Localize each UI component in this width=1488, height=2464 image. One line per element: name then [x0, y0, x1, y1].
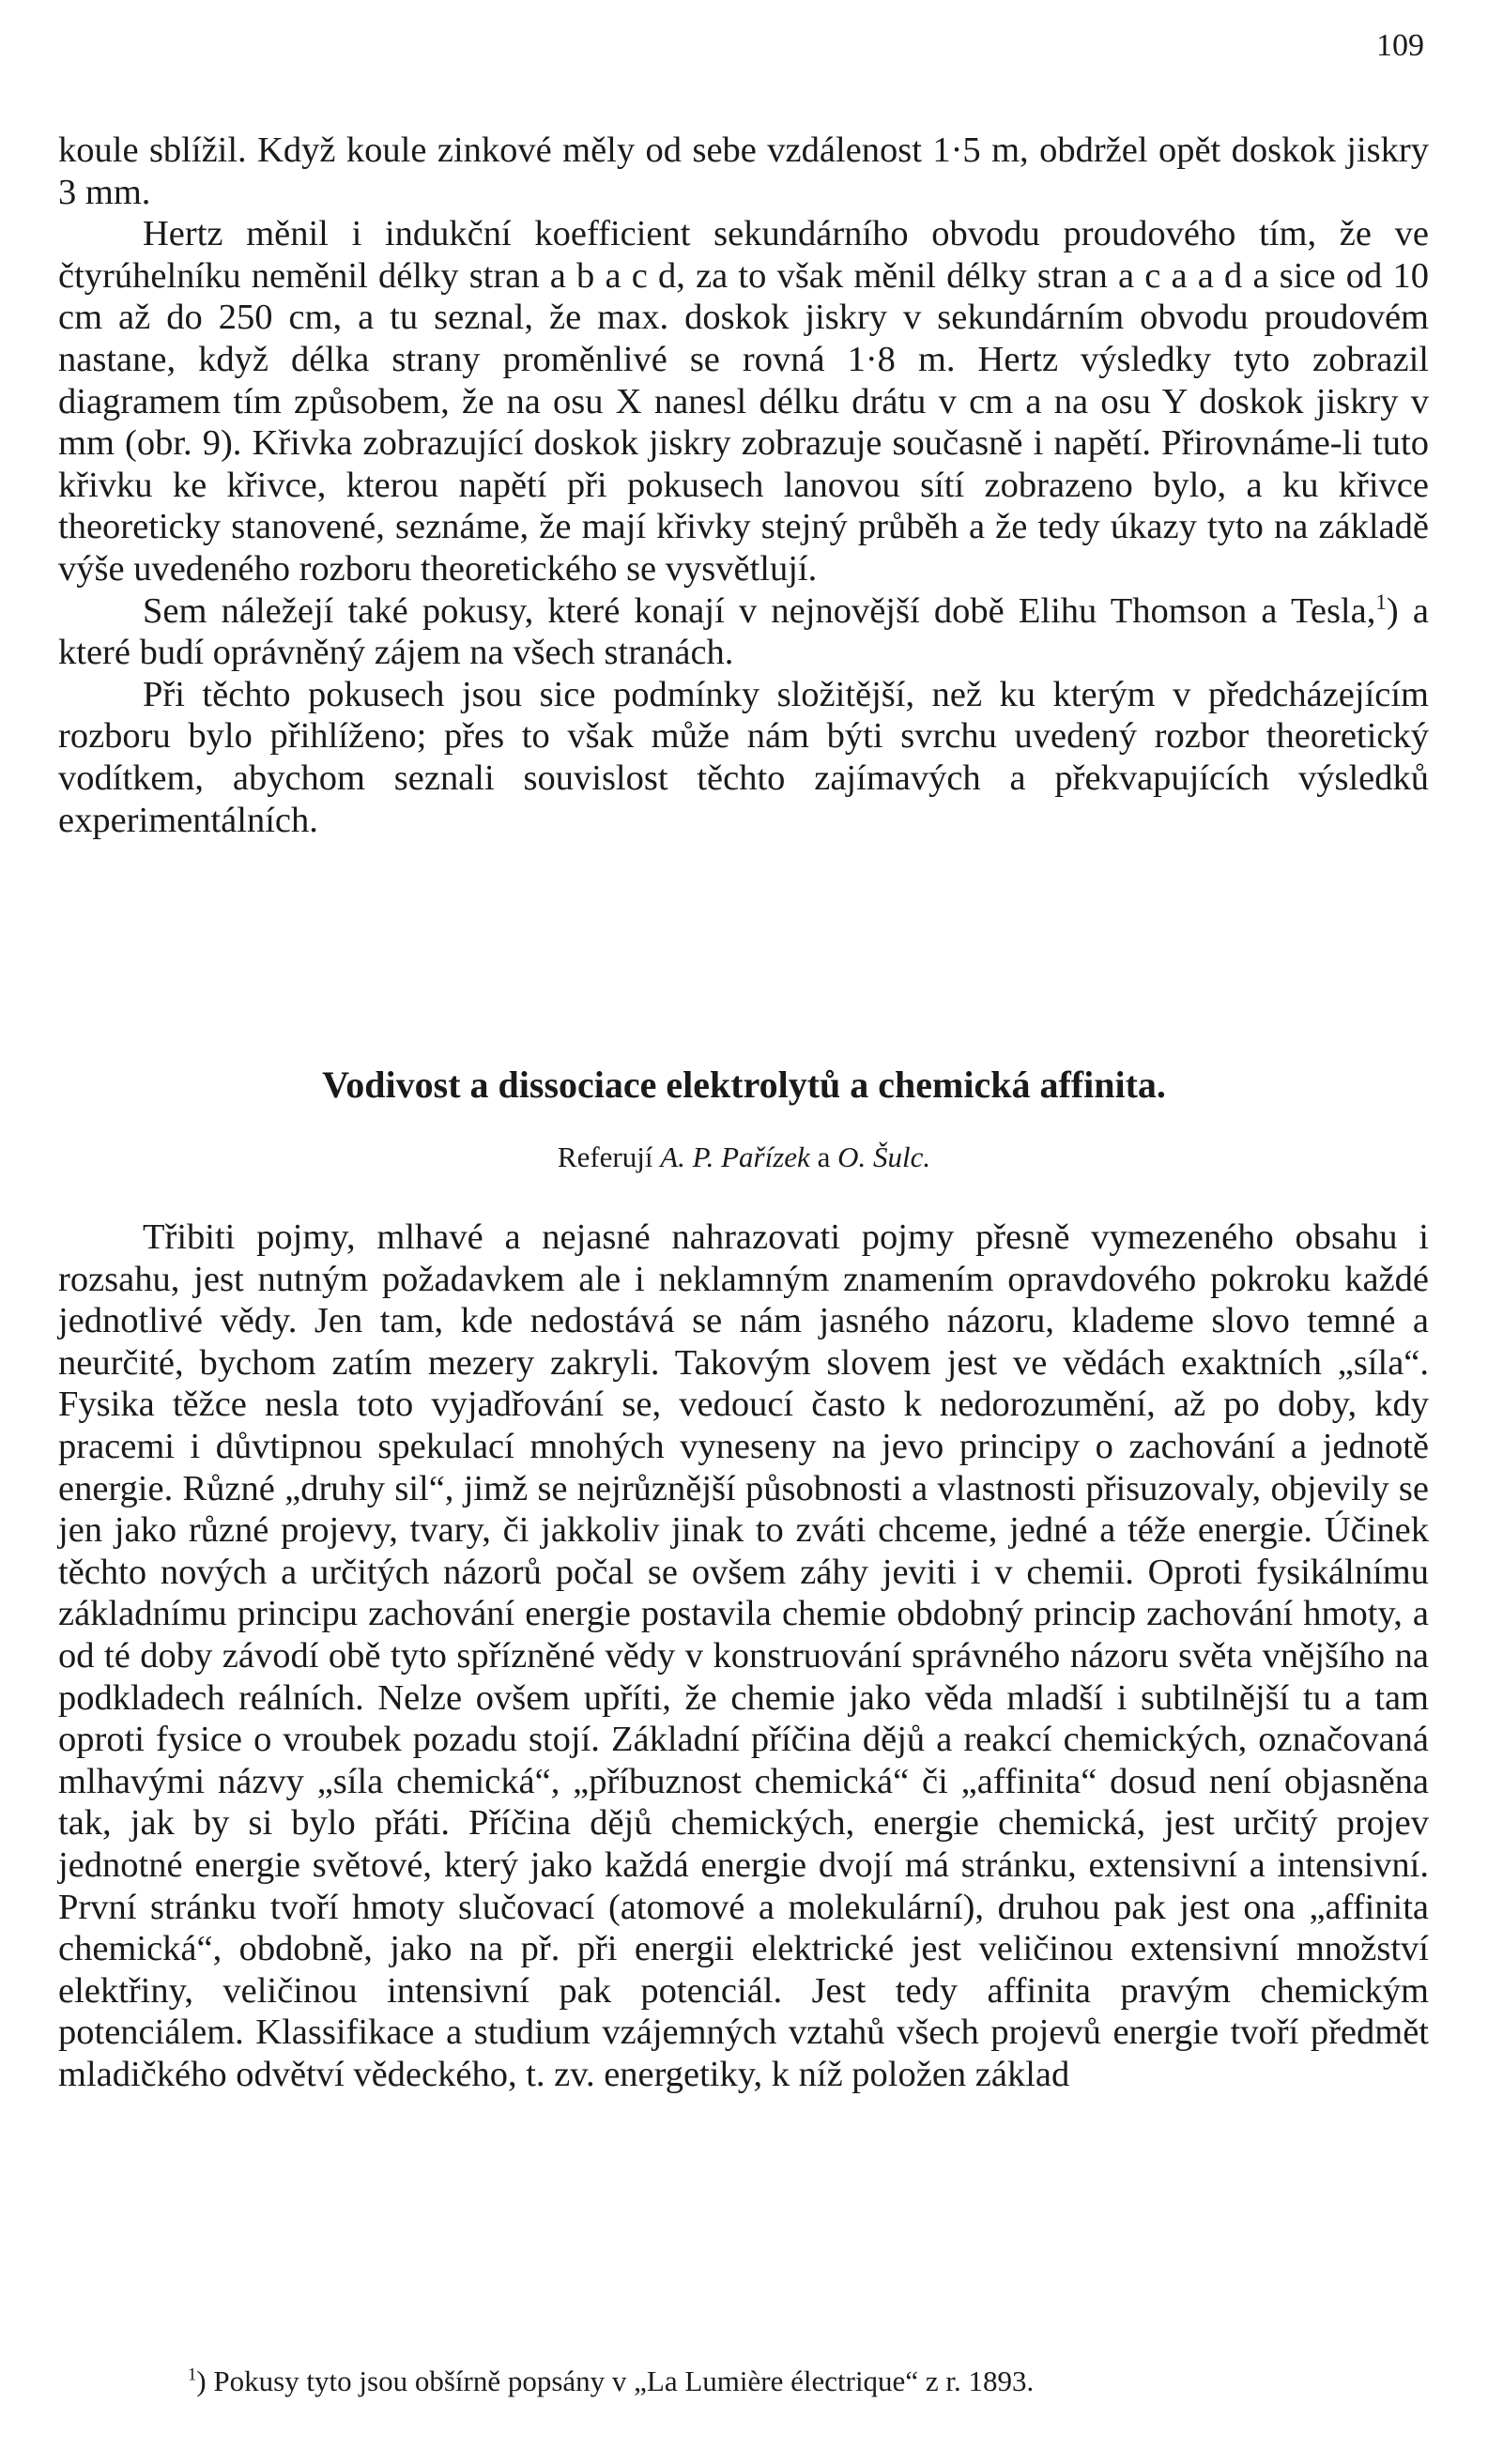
paragraph-3-text-after: ) a které budí oprávněný zájem na všech stranách.: [58, 590, 1429, 673]
byline-conjunction: a: [817, 1140, 831, 1173]
byline: [0, 1140, 1488, 1174]
byline-author-2: O. Šulc.: [837, 1140, 931, 1173]
paragraph-3: [58, 590, 1429, 674]
footnote: [188, 2363, 1427, 2400]
footnote-marker: 1: [188, 2365, 197, 2385]
paragraph-2: Hertz měnil i indukční koefficient sekundárního obvodu proudového tím, že ve čtyrúhelníku neměnil délky stran a b a c d, za to však měnil délky stran a c a a d a sice od 10 cm až do 250 cm, a tu seznal, že max. doskok jiskry v sekundárním obvodu proudovém nastane, když délka strany proměnlivé se rovná 1·8 m. Hertz výsledky tyto zobrazil diagramem tím způsobem, že na osu X nanesl délku drátu v cm a na osu Y doskok jiskry v mm (obr. 9). Křivka zobrazující doskok jiskry zobrazuje současně i napětí. Přirovnáme-li tuto křivku ke křivce, kterou napětí při pokusech lanovou sítí zobrazeno bylo, a ku křivce theoreticky stanovené, seznáme, že mají křivky stejný průběh a že tedy úkazy tyto na základě výše uvedeného rozboru theoretického se vysvětlují.: [58, 214, 1429, 589]
footnote-text: ) Pokusy tyto jsou obšírně popsány v „La Lumière électrique“ z r. 1893.: [196, 2365, 1035, 2397]
footnote-reference: 1: [1375, 589, 1387, 614]
second-section-text: [58, 1217, 1429, 2095]
section-title: Vodivost a dissociace elektrolytů a chemická affinita.: [322, 1064, 1166, 1106]
paragraph-1: koule sblížil. Když koule zinkové měly od sebe vzdálenost 1·5 m, obdržel opět doskok jiskry 3 mm.: [58, 130, 1429, 212]
byline-prefix: Referují: [557, 1140, 653, 1173]
paragraph-4: Při těchto pokusech jsou sice podmínky složitější, než ku kterým v předcházejícím rozboru bylo přihlíženo; přes to však může nám býti svrchu uvedený rozbor theoretický vodítkem, abychom seznali souvislost těchto zajímavých a překvapujících výsledků experimentálních.: [58, 674, 1429, 840]
page-number: 109: [1376, 28, 1424, 63]
first-section-text: [58, 130, 1429, 841]
paragraph-5: Třibiti pojmy, mlhavé a nejasné nahrazovati pojmy přesně vymezeného obsahu i rozsahu, jest nutným požadavkem ale i neklamným znamením opravdového pokroku každé jednotlivé vědy. Jen tam, kde nedostává se nám jasného názoru, klademe slovo temné a neurčité, bychom zatím mezery zakryli. Takovým slovem jest ve vědách exaktních „síla“. Fysika těžce nesla toto vyjadřování se, vedoucí často k nedorozumění, až po doby, kdy pracemi i důvtipnou spekulací mnohých vyneseny na jevo principy o zachování a jednotě energie. Různé „druhy sil“, jimž se nejrůznější působnosti a vlastnosti přisuzovaly, objevily se jen jako různé projevy, tvary, či jakkoliv jinak to zváti chceme, jedné a téže energie. Účinek těchto nových a určitých názorů počal se ovšem záhy jeviti i v chemii. Oproti fysikálnímu základnímu principu zachování energie postavila chemie obdobný princip zachování hmoty, a od té doby závodí obě tyto spřízněné vědy v konstruování správného názoru světa vnějšího na podkladech reálních. Nelze ovšem upříti, že chemie jako věda mladší i subtilnější tu a tam oproti fysice o vroubek pozadu stojí. Základní příčina dějů a reakcí chemických, označovaná mlhavými názvy „síla chemická“, „příbuznost chemická“ či „affinita“ dosud není objasněna tak, jak by si bylo přáti. Příčina dějů chemických, energie chemická, jest určitý projev jednotné energie světové, který jako každá energie dvojí má stránku, extensivní a intensivní. První stránku tvoří hmoty slučovací (atomové a molekulární), druhou pak jest ona „affinita chemická“, obdobně, jako na př. při energii elektrické jest veličinou extensivní množství elektřiny, veličinou intensivní pak potenciál. Jest tedy affinita pravým chemickým potenciálem. Klassifikace a studium vzájemných vztahů všech projevů energie tvoří předmět mladičkého odvětví vědeckého, t. zv. energetiky, k níž položen základ: [58, 1217, 1429, 2094]
paragraph-3-text-before: Sem náležejí také pokusy, které konají v nejnovější době Elihu Thomson a Tesla,: [143, 590, 1376, 631]
byline-author-1: A. P. Pařízek: [660, 1140, 810, 1173]
